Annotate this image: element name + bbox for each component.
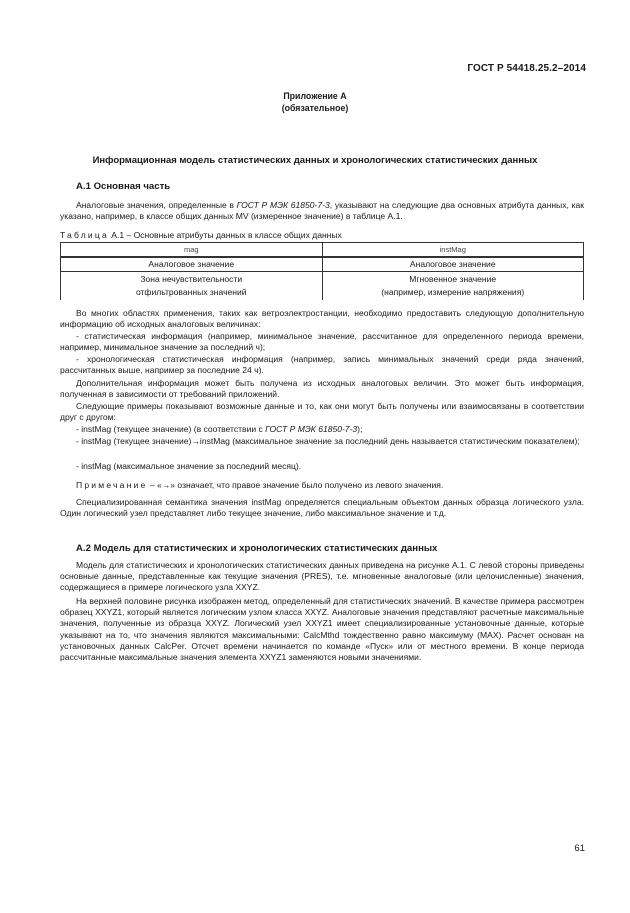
paragraph: Дополнительная информация может быть получена из исходных аналоговых величин. Это может быть информация, полученная в зависимости от требований приложений. — [60, 378, 584, 400]
intro-text-start: Аналоговые значения, определенные в — [76, 200, 237, 210]
table-cell-line: (например, измерение напряжения) — [381, 287, 525, 297]
table-row — [61, 257, 584, 272]
document-code: ГОСТ Р 54418.25.2–2014 — [467, 63, 586, 74]
note-text: – «→» означает, что правое значение было получено из левого значения. — [147, 480, 444, 490]
note-lead: Примечание — [76, 480, 148, 490]
list-text-end: ); — [357, 424, 363, 434]
attributes-table — [60, 242, 584, 300]
list-item: - instMag (текущее значение)→instMag (максимальное значение за последний день называется статистическим показателем); — [76, 436, 580, 446]
main-title: Информационная модель статистических данных и хронологических статистических данных — [92, 155, 538, 166]
table-cell — [322, 272, 584, 301]
table-caption-text: А.1 – Основные атрибуты данных в классе общих данных — [108, 230, 342, 240]
section-a1-intro — [60, 200, 584, 222]
table-cell-line: Мгновенное значение — [409, 274, 497, 284]
standard-reference: ГОСТ Р МЭК 61850-7-3 — [236, 200, 330, 210]
list-item: - instMag (максимальное значение за последний месяц). — [76, 461, 302, 471]
table-caption-lead: Таблица — [60, 230, 109, 240]
table-header-cell: instMag — [322, 243, 584, 258]
table-cell-line: отфильтрованных значений — [135, 287, 247, 297]
intro-text-end: , указывают на следующие два основных атрибута данных, как указано, например, в классе общих данных MV (измеренное значение) в таблице А.1. — [60, 200, 584, 222]
table-cell — [61, 272, 323, 301]
table-caption — [60, 230, 342, 240]
table-cell: Аналоговое значение — [61, 257, 323, 272]
note — [60, 480, 584, 491]
page-number: 61 — [574, 843, 585, 854]
table-header-cell: mag — [61, 243, 323, 258]
paragraph: Следующие примеры показывают возможные данные и то, как они могут быть получены или взаимосвязаны в соответствии друг с другом: — [60, 401, 584, 423]
paragraph: На верхней половине рисунка изображен метод, определенный для статистических значений. В качестве примера рассмотрен образец XXYZ1, который является логическим узлом класса XXYZ. Аналоговые значения представляют расчетные максимальные значения, полученные из образца XXYZ. Логический узел XXYZ1 имеет специализированные установочные данные, которые указывают на то, что значения являются максимальными: CalcMthd тождественно равно максимуму (MAX). Расчет основан на установочных данных CalcPer. Отсчет времени начинается по команде «Пуск» или от местного времени. В конце периода рассчитанные максимальные значения элемента XXYZ1 заменяются новыми значениями. — [60, 596, 584, 663]
paragraph: Модель для статистических и хронологических статистических данных приведена на рисунке А.1. С левой стороны приведены основные данные, представленные как текущие значения (PRES), т.е. мгновенные аналоговые (или целочисленные) значения, содержащиеся в примере логического узла XXYZ. — [60, 560, 584, 593]
list-text-start: - instMag (текущее значение) (в соответствии с — [76, 424, 266, 434]
section-a2-heading: А.2 Модель для статистических и хронологических статистических данных — [76, 543, 438, 554]
paragraph: Во многих областях применения, таких как ветроэлектростанции, необходимо предоставить следующую дополнительную информацию об исходных аналоговых величинах: — [60, 308, 584, 330]
list-item: - хронологическая статистическая информация (например, запись минимальных значений среди ряда значений, рассчитанных выше, например за последние 24 ч). — [60, 354, 584, 376]
standard-reference: ГОСТ Р МЭК 61850-7-3 — [265, 424, 358, 434]
table-row — [61, 272, 584, 301]
section-a1-heading: А.1 Основная часть — [76, 181, 171, 192]
table-header-row — [61, 243, 584, 258]
appendix-subtitle: (обязательное) — [281, 103, 349, 113]
table-cell: Аналоговое значение — [322, 257, 584, 272]
paragraph: Специализированная семантика значения instMag определяется специальным объектом данных образца логического узла. Один логический узел представляет либо текущее значение, либо максимальное значение и т.д. — [60, 497, 584, 519]
list-item — [60, 424, 584, 435]
list-item: - статистическая информация (например, минимальное значение, рассчитанное для определенного периода времени, например, минимальное значение за последний ч); — [60, 331, 584, 353]
appendix-title: Приложение А — [283, 91, 347, 101]
table-cell-line: Зона нечувствительности — [140, 274, 243, 284]
